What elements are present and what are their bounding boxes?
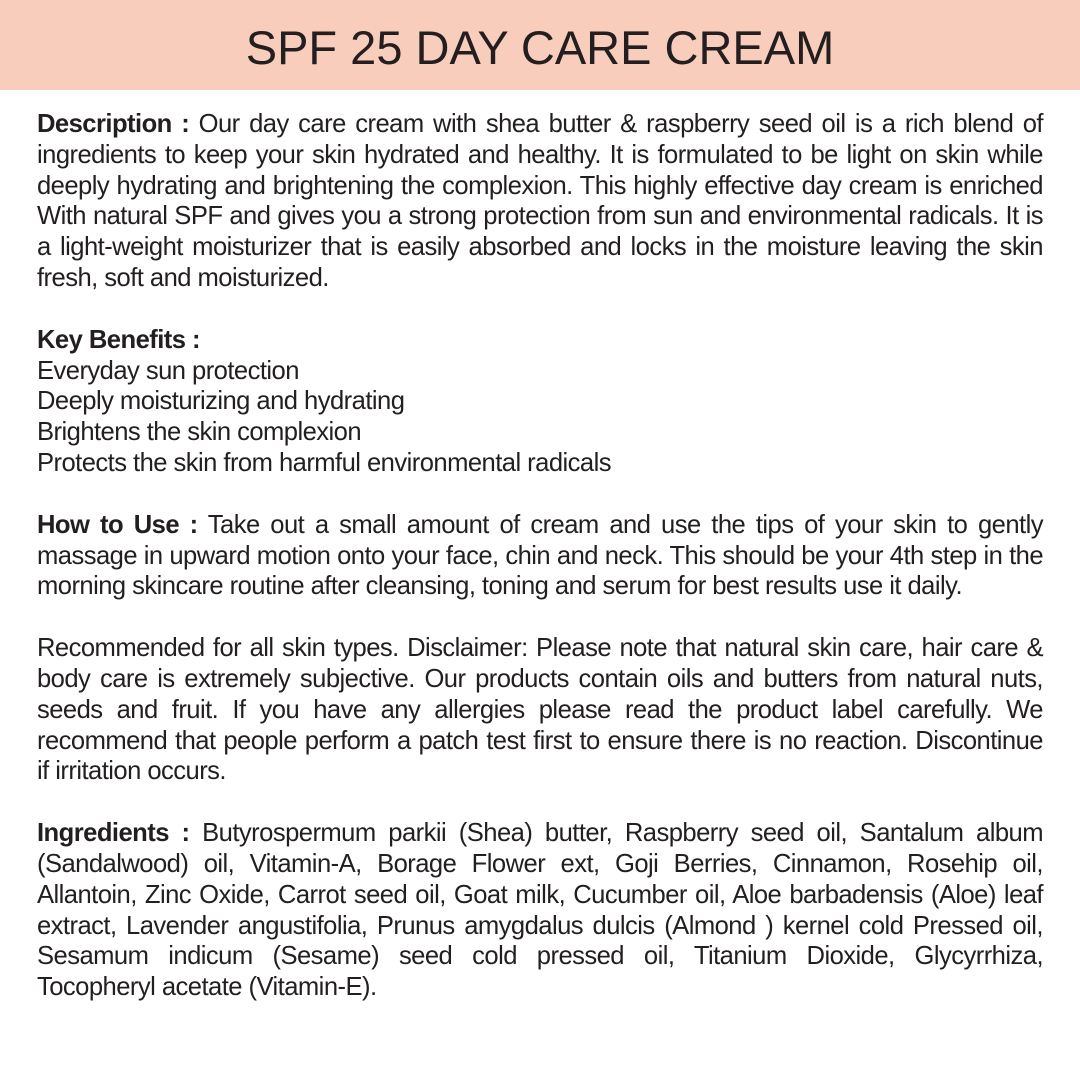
- benefit-item: Brightens the skin complexion: [37, 418, 362, 447]
- spacer: [37, 787, 1043, 818]
- how-to-use-section: [37, 510, 1043, 602]
- ingredients-section: [37, 818, 1043, 1003]
- benefit-item: Deeply moisturizing and hydrating: [37, 387, 405, 416]
- description-section: [37, 109, 1043, 294]
- benefit-item: Everyday sun protection: [37, 356, 299, 385]
- spacer: [37, 294, 1043, 325]
- ingredients-label: Ingredients :: [37, 819, 190, 848]
- disclaimer-section: [37, 633, 1043, 787]
- page-title: SPF 25 DAY CARE CREAM: [245, 20, 835, 74]
- spacer: [37, 602, 1043, 633]
- benefit-item: Protects the skin from harmful environmental radicals: [37, 448, 611, 477]
- description-label: Description :: [37, 110, 190, 138]
- title-banner: [0, 0, 1080, 90]
- disclaimer-text: Recommended for all skin types. Disclaimer: Please note that natural skin care, hair care & body care is extremely subjective. Our products contain oils and butters from natural nuts, seeds and fruit. If you have any allergies please read the product label carefully. We recommend that people perform a patch test first to ensure there is no reaction. Discontinue if irritation occurs.: [37, 634, 1043, 786]
- spacer: [37, 479, 1043, 510]
- product-info: [37, 109, 1043, 1003]
- how-to-use-text: Take out a small amount of cream and use the tips of your skin to gently massage in upward motion onto your face, chin and neck. This should be your 4th step in the morning skincare routine after cleansing, toning and serum for best results use it daily.: [37, 510, 1043, 601]
- benefits-section: [37, 325, 1043, 479]
- description-text: Our day care cream with shea butter & raspberry seed oil is a rich blend of ingredients to keep your skin hydrated and healthy. It is formulated to be light on skin while deeply hydrating and brightening the complexion. This highly effective day cream is enriched With natural SPF and gives you a strong protection from sun and environmental radicals. It is a light-weight moisturizer that is easily absorbed and locks in the moisture leaving the skin fresh, soft and moisturized.: [37, 110, 1043, 292]
- how-to-use-label: How to Use :: [37, 510, 198, 539]
- ingredients-text: Butyrospermum parkii (Shea) butter, Raspberry seed oil, Santalum album (Sandalwood) oil, Vitamin-A, Borage Flower ext, Goji Berries, Cinnamon, Rosehip oil, Allantoin, Zinc Oxide, Carrot seed oil, Goat milk, Cucumber oil, Aloe barbadensis (Aloe) leaf extract, Lavender angustifolia, Prunus amygdalus dulcis (Almond ) kernel cold Pressed oil, Sesamum indicum (Sesame) seed cold pressed oil, Titanium Dioxide, Glycyrrhiza, Tocopheryl acetate (Vitamin-E).: [37, 819, 1044, 1002]
- benefits-label: Key Benefits :: [37, 325, 200, 354]
